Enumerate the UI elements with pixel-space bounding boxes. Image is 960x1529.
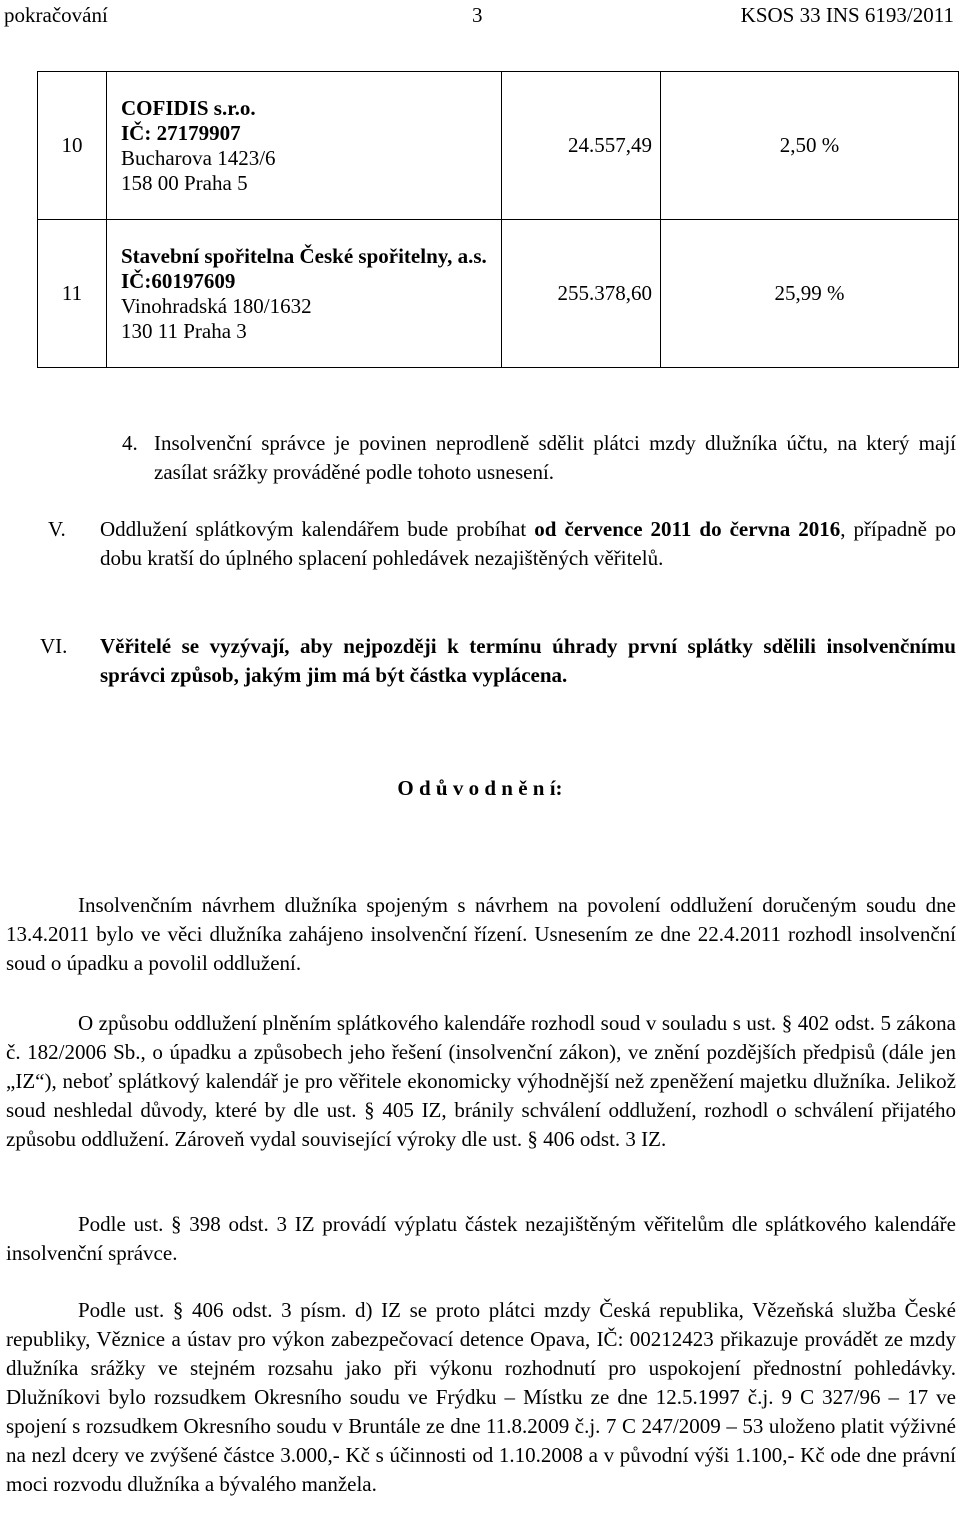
creditor-city: 130 11 Praha 3	[121, 318, 247, 343]
creditor-details	[107, 72, 502, 220]
creditor-ic: IČ:60197609	[121, 268, 236, 293]
reasoning-heading: O d ů v o d n ě n í:	[397, 776, 563, 800]
section-5-number: V.	[48, 517, 66, 541]
creditor-share: 25,99 %	[661, 220, 959, 368]
section-5-text-pre: Oddlužení splátkovým kalendářem bude probíhat	[100, 517, 535, 541]
section-5-text	[100, 515, 956, 573]
creditor-name: COFIDIS s.r.o.	[121, 95, 256, 120]
section-6-text	[100, 632, 956, 690]
creditor-ic: IČ: 27179907	[121, 120, 241, 145]
section-6-number: VI.	[40, 634, 68, 658]
section-5-text-post: , případně po dobu kratší do úplného splacení pohledávek nezajištěných věřitelů.	[100, 517, 956, 570]
creditor-city: 158 00 Praha 5	[121, 170, 248, 195]
creditor-number: 11	[38, 220, 107, 368]
creditor-amount: 24.557,49	[502, 72, 661, 220]
reasoning-paragraph-2: O způsobu oddlužení plněním splátkového kalendáře rozhodl soud v souladu s ust. § 402 odst. 5 zákona č. 182/2006 Sb., o úpadku a způsobech jeho řešení (insolvenční zákon), ve znění pozdějších předpisů (dále jen „IZ“), neboť splátkový kalendář je pro věřitele ekonomicky výhodnější než zpeněžení majetku dlužníka. Jelikož soud neshledal důvody, které by dle ust. § 405 IZ, bránily schválení oddlužení, rozhodl o schválení přijatého způsobu oddlužení. Zároveň vydal související výroky dle ust. § 406 odst. 3 IZ.	[6, 1011, 956, 1151]
reasoning-paragraph-4: Podle ust. § 406 odst. 3 písm. d) IZ se proto plátci mzdy Česká republika, Vězeňská služba České republiky, Věznice a ústav pro výkon zabezpečovací detence Opava, IČ: 00212423 přikazuje provádět ze mzdy dlužníka srážky ve stejném rozsahu jako při výkonu rozhodnutí pro uspokojení přednostní pohledávky. Dlužníkovi bylo rozsudkem Okresního soudu ve Frýdku – Místku ze dne 12.5.1997 č.j. 9 C 327/96 – 17 ve spojení s rozsudkem Okresního soudu v Bruntále ze dne 11.8.2009 č.j. 7 C 247/2009 – 53 uloženo platit výživné na nezl dcery ve zvýšené částce 3.000,- Kč s účinnosti od 1.10.2008 a v původní výši 1.100,- Kč ode dne právní moci rozvodu dlužníka a bývalého manžela.	[6, 1298, 956, 1496]
point-4-number: 4.	[122, 431, 138, 455]
page-number: 3	[472, 3, 483, 27]
creditor-share: 2,50 %	[661, 72, 959, 220]
section-5-period: od července 2011 do června 2016	[534, 517, 841, 541]
creditor-table	[37, 71, 959, 368]
case-number: KSOS 33 INS 6193/2011	[740, 3, 954, 27]
creditor-amount: 255.378,60	[502, 220, 661, 368]
header-continuation: pokračování	[4, 3, 108, 27]
section-6-bold-text: Věřitelé se vyzývají, aby nejpozději k termínu úhrady první splátky sdělili insolvenčnímu správci způsob, jakým jim má být částka vyplácena.	[100, 634, 956, 687]
reasoning-paragraph-3: Podle ust. § 398 odst. 3 IZ provádí výplatu částek nezajištěným věřitelům dle splátkového kalendáře insolvenční správce.	[6, 1212, 956, 1265]
point-4-text: Insolvenční správce je povinen neprodleně sdělit plátci mzdy dlužníka účtu, na který mají zasílat srážky prováděné podle tohoto usnesení.	[154, 431, 956, 484]
reasoning-paragraph-1: Insolvenčním návrhem dlužníka spojeným s návrhem na povolení oddlužení doručeným soudu dne 13.4.2011 bylo ve věci dlužníka zahájeno insolvenční řízení. Usnesením ze dne 22.4.2011 rozhodl insolvenční soud o úpadku a povolil oddlužení.	[6, 893, 956, 975]
creditor-street: Vinohradská 180/1632	[121, 293, 312, 318]
creditor-name: Stavební spořitelna České spořitelny, a.s.	[121, 243, 487, 268]
creditor-number: 10	[38, 72, 107, 220]
creditor-details	[107, 220, 502, 368]
table-row	[38, 72, 959, 220]
table-row	[38, 220, 959, 368]
creditor-street: Bucharova 1423/6	[121, 145, 276, 170]
